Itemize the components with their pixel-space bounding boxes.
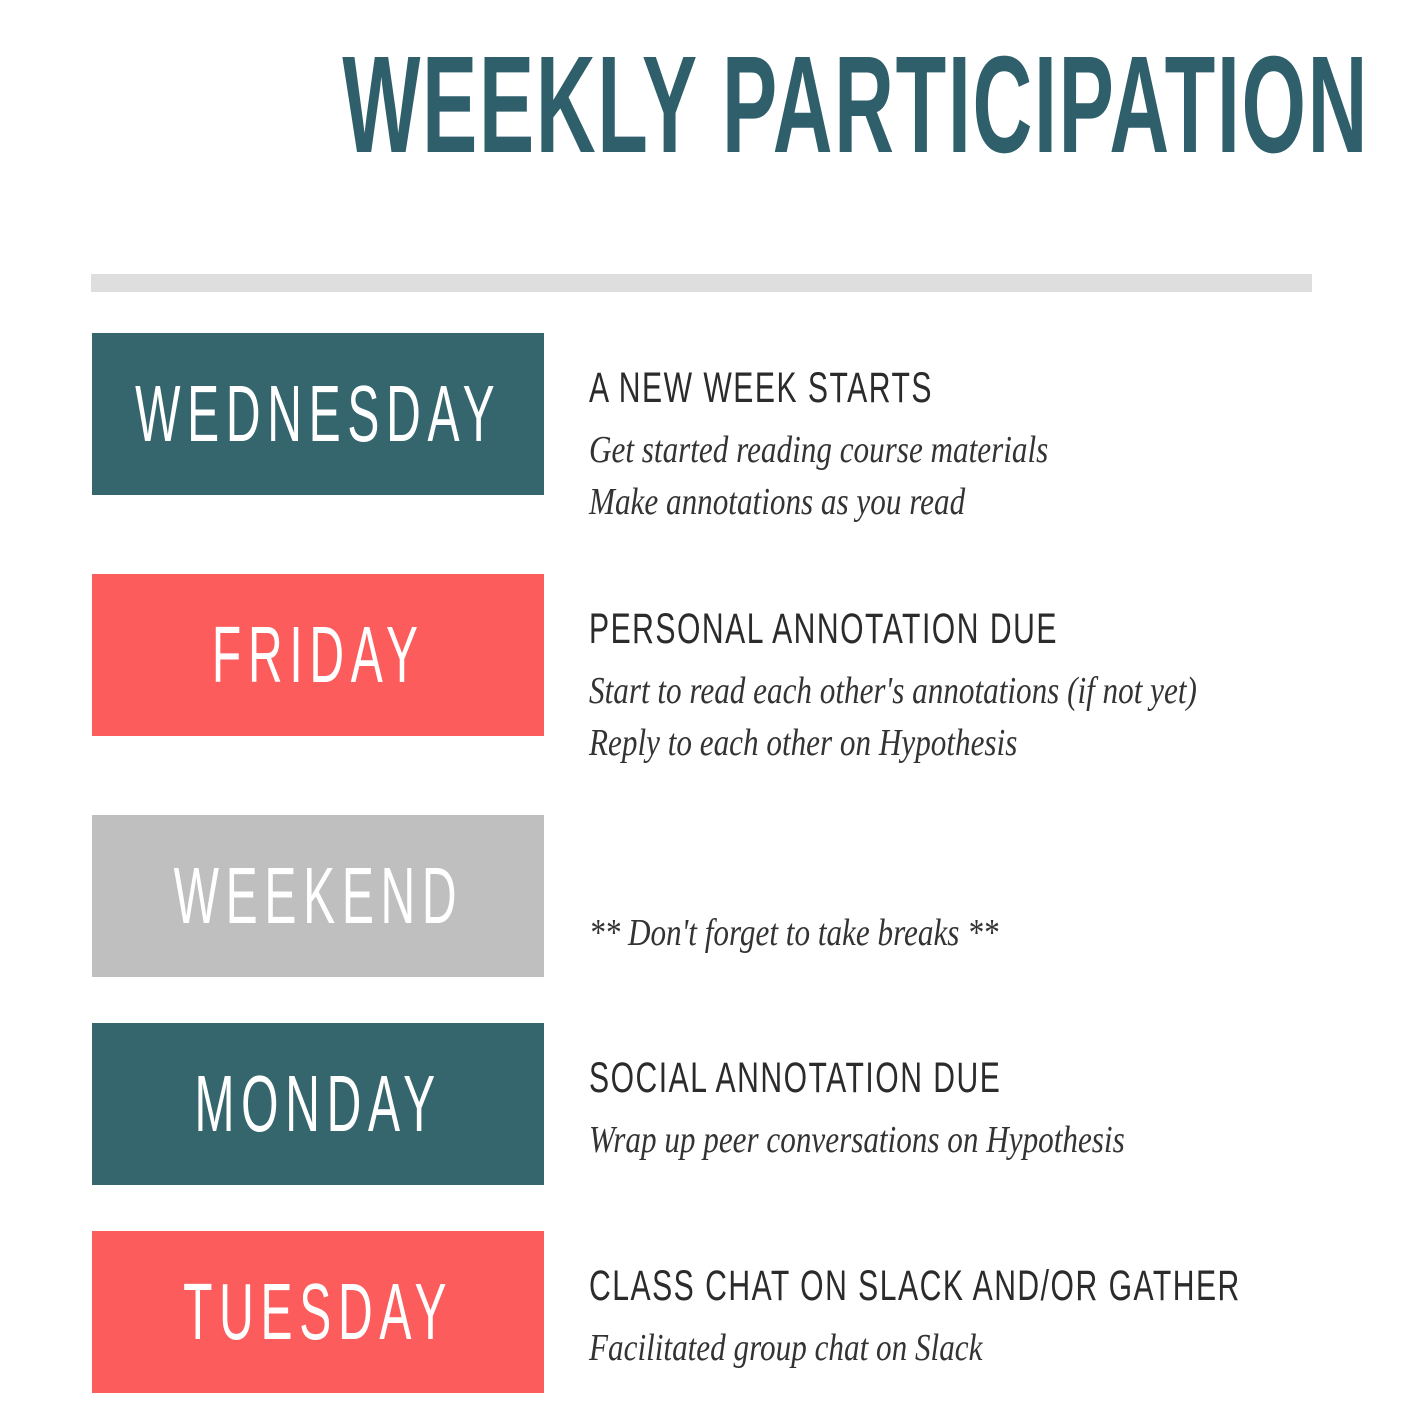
day-label-weekend: WEEKEND <box>173 851 463 940</box>
description-monday <box>589 1023 1242 1166</box>
heading-monday: SOCIAL ANNOTATION DUE <box>589 1054 1002 1102</box>
day-label-tuesday: TUESDAY <box>182 1267 454 1356</box>
schedule-rows <box>92 333 1372 1415</box>
description-weekend <box>589 815 1088 959</box>
detail-line: Make annotations as you read <box>589 481 966 523</box>
page-title: WEEKLY PARTICIPATION <box>342 28 1370 182</box>
divider-bar <box>91 274 1312 292</box>
day-label-friday: FRIDAY <box>211 610 425 699</box>
row-monday <box>92 1023 1372 1185</box>
detail-line: Get started reading course materials <box>589 429 1049 471</box>
detail-line: ** Don't forget to take breaks ** <box>589 912 999 954</box>
day-label-monday: MONDAY <box>194 1059 442 1148</box>
heading-tuesday: CLASS CHAT ON SLACK AND/OR GATHER <box>589 1262 1241 1310</box>
description-friday <box>589 574 1330 769</box>
row-tuesday <box>92 1231 1372 1393</box>
detail-line: Start to read each other's annotations (if not yet) <box>589 670 1197 712</box>
day-block-wednesday <box>92 333 544 495</box>
detail-line: Reply to each other on Hypothesis <box>589 722 1018 764</box>
heading-wednesday: A NEW WEEK STARTS <box>589 364 933 412</box>
day-block-tuesday <box>92 1231 544 1393</box>
day-block-monday <box>92 1023 544 1185</box>
heading-friday: PERSONAL ANNOTATION DUE <box>589 605 1058 653</box>
day-block-weekend <box>92 815 544 977</box>
detail-line: Facilitated group chat on Slack <box>589 1327 983 1369</box>
day-block-friday <box>92 574 544 736</box>
row-wednesday <box>92 333 1372 528</box>
title-container <box>0 28 1409 182</box>
detail-line: Wrap up peer conversations on Hypothesis <box>589 1119 1125 1161</box>
description-wednesday <box>589 333 1149 528</box>
description-tuesday <box>589 1231 1409 1374</box>
day-label-wednesday: WEDNESDAY <box>134 369 502 458</box>
row-friday <box>92 574 1372 769</box>
row-weekend <box>92 815 1372 977</box>
